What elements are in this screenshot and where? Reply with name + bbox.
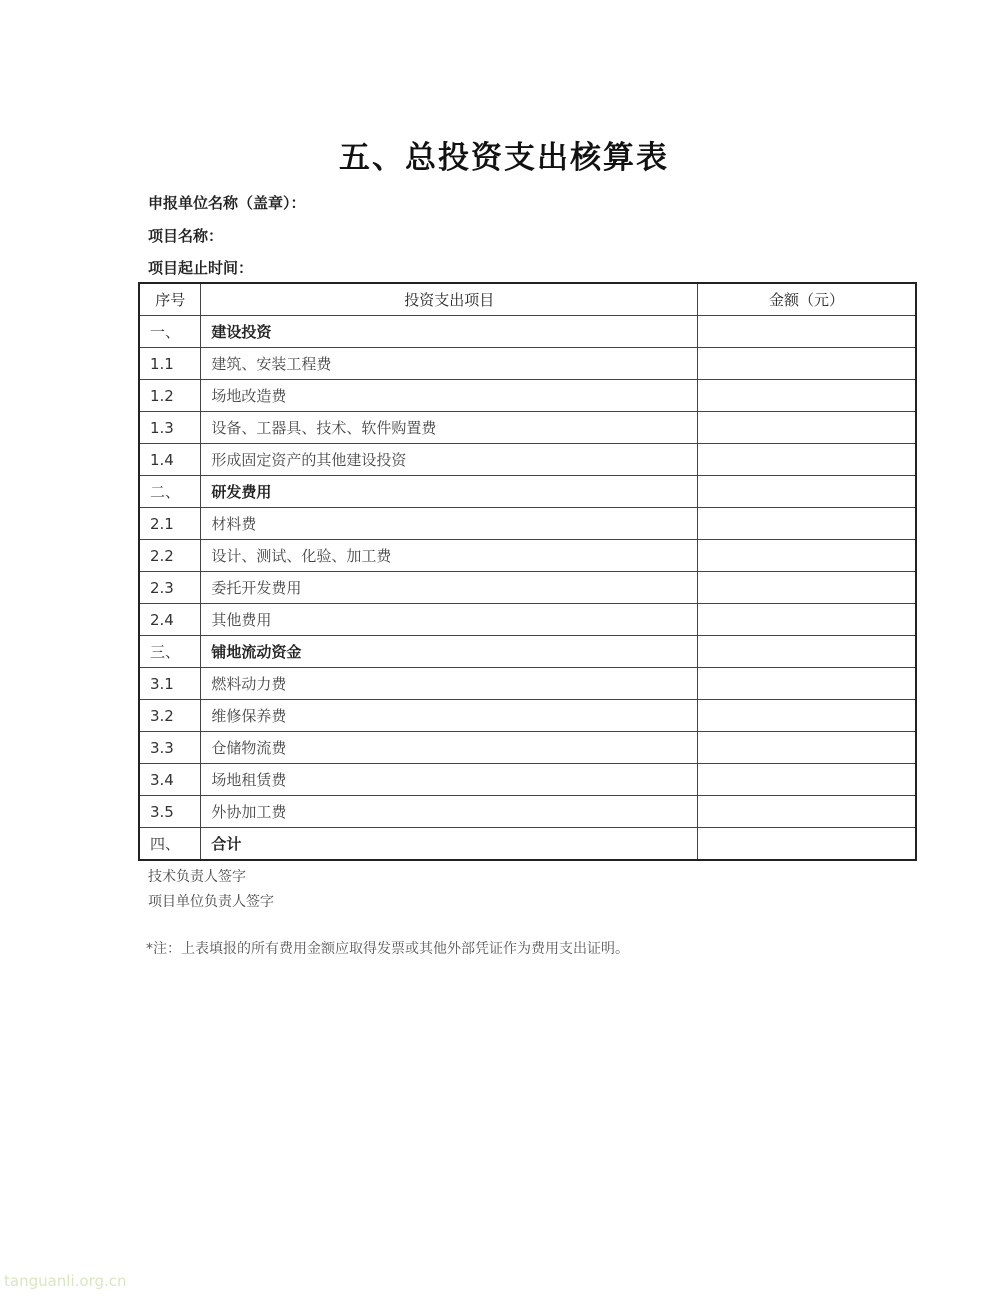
row-amount-cell[interactable]	[698, 732, 916, 764]
table-row	[139, 412, 916, 444]
row-seq: 3.4	[139, 764, 201, 796]
row-item: 研发费用	[201, 476, 698, 508]
row-amount-cell[interactable]	[698, 316, 916, 348]
table-row	[139, 796, 916, 828]
row-seq: 3.1	[139, 668, 201, 700]
row-amount-cell[interactable]	[698, 700, 916, 732]
row-item: 设备、工器具、技术、软件购置费	[201, 412, 698, 444]
row-seq: 三、	[139, 636, 201, 668]
row-item: 场地租赁费	[201, 764, 698, 796]
table-row	[139, 732, 916, 764]
row-amount-cell[interactable]	[698, 796, 916, 828]
row-amount-cell[interactable]	[698, 476, 916, 508]
table-row	[139, 508, 916, 540]
row-amount-cell[interactable]	[698, 412, 916, 444]
row-seq: 3.5	[139, 796, 201, 828]
table-row-total	[139, 828, 916, 861]
row-seq: 1.1	[139, 348, 201, 380]
row-item: 材料费	[201, 508, 698, 540]
tech-lead-signature-label: 技术负责人签字	[148, 869, 246, 885]
row-seq: 1.2	[139, 380, 201, 412]
table-row	[139, 604, 916, 636]
row-amount-cell[interactable]	[698, 636, 916, 668]
row-amount-cell[interactable]	[698, 348, 916, 380]
row-seq: 2.4	[139, 604, 201, 636]
row-seq: 3.3	[139, 732, 201, 764]
row-item: 委托开发费用	[201, 572, 698, 604]
table-row	[139, 348, 916, 380]
row-seq: 3.2	[139, 700, 201, 732]
unit-lead-signature-label: 项目单位负责人签字	[148, 894, 274, 910]
row-item: 场地改造费	[201, 380, 698, 412]
row-item: 合计	[201, 828, 698, 861]
row-amount-cell[interactable]	[698, 380, 916, 412]
table-row	[139, 764, 916, 796]
row-item: 维修保养费	[201, 700, 698, 732]
table-row	[139, 444, 916, 476]
table-row	[139, 668, 916, 700]
page-title: 五、总投资支出核算表	[339, 140, 669, 176]
row-item: 仓储物流费	[201, 732, 698, 764]
table-row	[139, 636, 916, 668]
footnote: *注：上表填报的所有费用金额应取得发票或其他外部凭证作为费用支出证明。	[146, 941, 629, 957]
row-seq: 1.3	[139, 412, 201, 444]
project-period-label: 项目起止时间：	[148, 259, 254, 277]
project-name-label: 项目名称：	[148, 227, 224, 245]
table-row	[139, 572, 916, 604]
row-item: 燃料动力费	[201, 668, 698, 700]
row-amount-cell[interactable]	[698, 828, 916, 861]
row-seq: 2.3	[139, 572, 201, 604]
row-amount-cell[interactable]	[698, 572, 916, 604]
row-item: 外协加工费	[201, 796, 698, 828]
table-row	[139, 380, 916, 412]
row-item: 建设投资	[201, 316, 698, 348]
row-amount-cell[interactable]	[698, 668, 916, 700]
investment-expense-table	[138, 282, 917, 861]
row-item: 建筑、安装工程费	[201, 348, 698, 380]
header-item: 投资支出项目	[201, 283, 698, 316]
row-seq: 2.2	[139, 540, 201, 572]
table-row	[139, 476, 916, 508]
row-item: 形成固定资产的其他建设投资	[201, 444, 698, 476]
row-item: 其他费用	[201, 604, 698, 636]
header-amount: 金额（元）	[698, 283, 916, 316]
row-amount-cell[interactable]	[698, 604, 916, 636]
row-seq: 1.4	[139, 444, 201, 476]
applicant-unit-label: 申报单位名称（盖章）：	[148, 194, 306, 212]
row-seq: 2.1	[139, 508, 201, 540]
row-amount-cell[interactable]	[698, 764, 916, 796]
row-amount-cell[interactable]	[698, 444, 916, 476]
header-seq: 序号	[139, 283, 201, 316]
row-amount-cell[interactable]	[698, 508, 916, 540]
row-amount-cell[interactable]	[698, 540, 916, 572]
table-row	[139, 540, 916, 572]
table-header-row	[139, 283, 916, 316]
row-seq: 四、	[139, 828, 201, 861]
row-item: 设计、测试、化验、加工费	[201, 540, 698, 572]
row-item: 铺地流动资金	[201, 636, 698, 668]
table-row	[139, 700, 916, 732]
row-seq: 二、	[139, 476, 201, 508]
watermark: tanguanli.org.cn	[4, 1272, 127, 1290]
table-row	[139, 316, 916, 348]
row-seq: 一、	[139, 316, 201, 348]
